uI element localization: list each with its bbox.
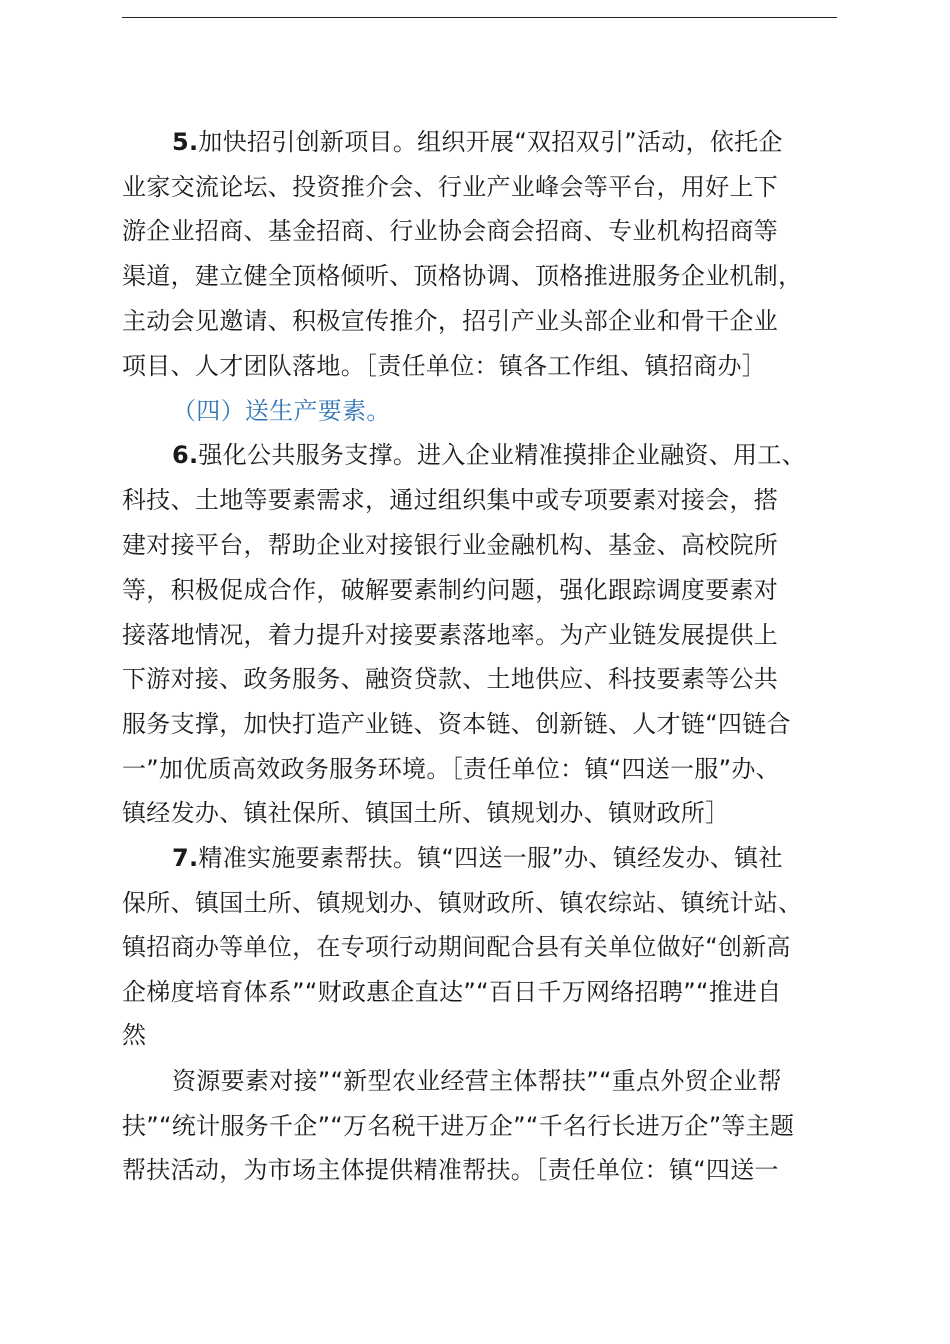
- item-number-5: 5.: [172, 128, 199, 156]
- paragraph-line: 主动会见邀请、积极宣传推介，招引产业头部企业和骨干企业: [122, 307, 779, 335]
- paragraph-line: 精准实施要素帮扶。镇“四送一服”办、镇经发办、镇社: [198, 844, 783, 872]
- paragraph-line: 一”加优质高效政务服务环境。［责任单位：镇“四送一服”办、: [122, 755, 780, 783]
- paragraph-line: 业家交流论坛、投资推介会、行业产业峰会等平台，用好上下: [122, 173, 779, 201]
- paragraph-line: 资源要素对接”“新型农业经营主体帮扶”“重点外贸企业帮: [172, 1067, 782, 1095]
- item-number-6: 6.: [172, 441, 199, 469]
- item-number-7: 7.: [172, 844, 199, 872]
- paragraph-line: 保所、镇国土所、镇规划办、镇财政所、镇农综站、镇统计站、: [122, 889, 803, 917]
- paragraph-line: 镇经发办、镇社保所、镇国土所、镇规划办、镇财政所］: [122, 799, 730, 827]
- paragraph-line: 强化公共服务支撑。进入企业精准摸排企业融资、用工、: [198, 441, 806, 469]
- paragraph-line: 扶”“统计服务千企”“万名税干进万企”“千名行长进万企”等主题: [122, 1112, 795, 1140]
- paragraph-line: 渠道，建立健全顶格倾听、顶格协调、顶格推进服务企业机制，: [122, 262, 803, 290]
- header-rule: [122, 17, 837, 18]
- paragraph-line: 科技、土地等要素需求，通过组织集中或专项要素对接会，搭: [122, 486, 779, 514]
- paragraph-line: 建对接平台，帮助企业对接银行业金融机构、基金、高校院所: [122, 531, 779, 559]
- paragraph-line: 镇招商办等单位，在专项行动期间配合县有关单位做好“创新高: [122, 933, 791, 961]
- paragraph-line: 企梯度培育体系”“财政惠企直达”“百日千万网络招聘”“推进自: [122, 978, 782, 1006]
- paragraph-line: 项目、人才团队落地。［责任单位：镇各工作组、镇招商办］: [122, 352, 767, 380]
- paragraph-line: 服务支撑，加快打造产业链、资本链、创新链、人才链“四链合: [122, 710, 791, 738]
- paragraph-line: 等，积极促成合作，破解要素制约问题，强化跟踪调度要素对: [122, 576, 779, 604]
- paragraph-line: 加快招引创新项目。组织开展“双招双引”活动，依托企: [198, 128, 783, 156]
- paragraph-line: 游企业招商、基金招商、行业协会商会招商、专业机构招商等: [122, 217, 779, 245]
- paragraph-line: 下游对接、政务服务、融资贷款、土地供应、科技要素等公共: [122, 665, 779, 693]
- section-heading-4: （四）送生产要素。: [172, 397, 391, 425]
- paragraph-line: 接落地情况，着力提升对接要素落地率。为产业链发展提供上: [122, 621, 779, 649]
- paragraph-line: 帮扶活动，为市场主体提供精准帮扶。［责任单位：镇“四送一: [122, 1156, 779, 1184]
- paragraph-line: 然: [122, 1021, 147, 1049]
